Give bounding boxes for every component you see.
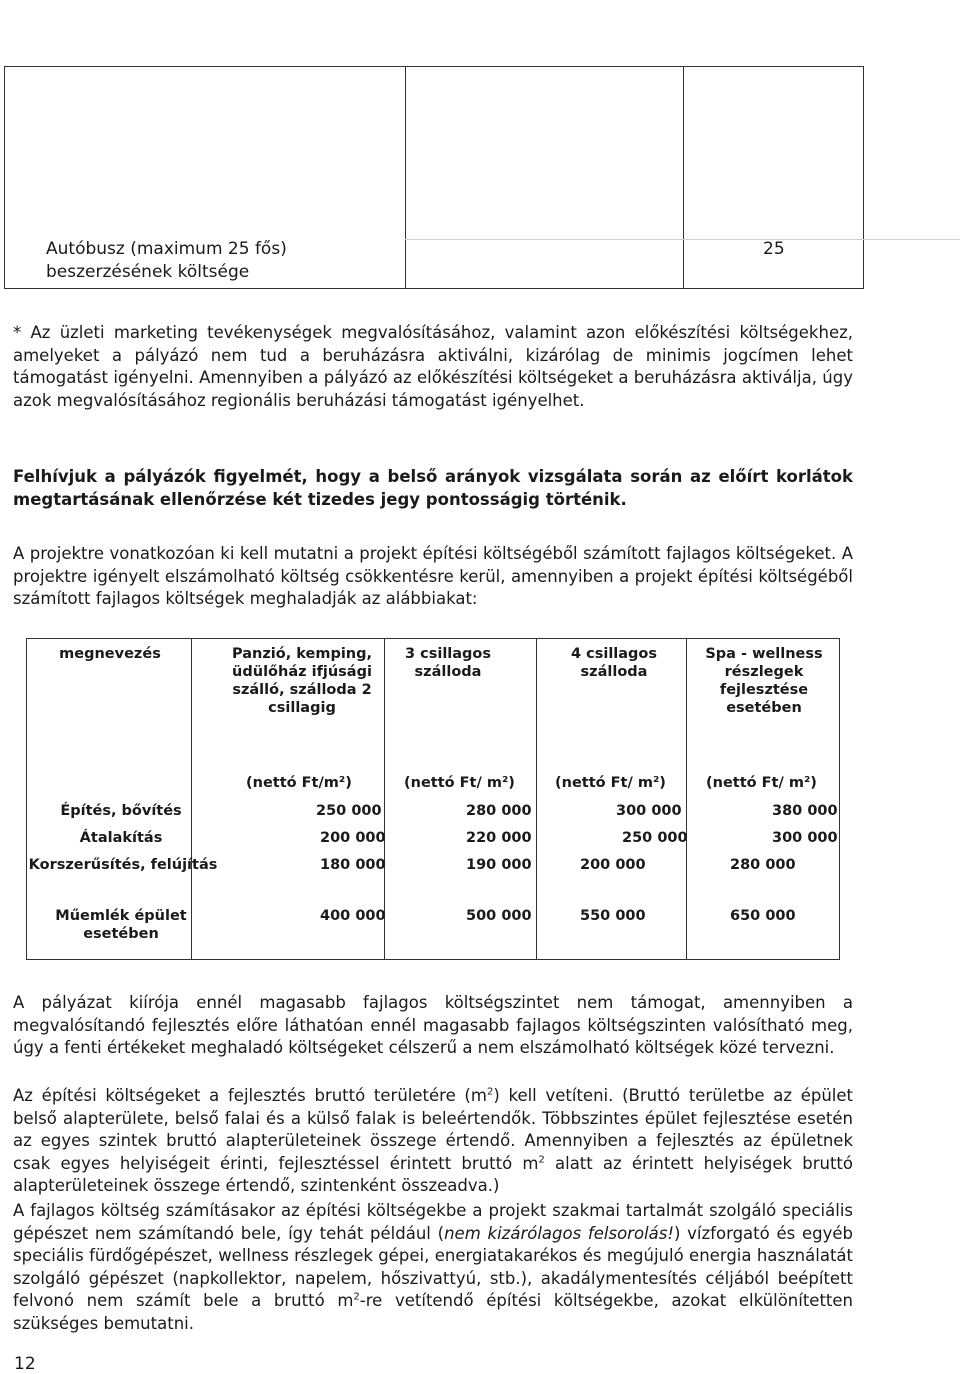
footnote-paragraph xyxy=(13,322,853,412)
table-cell: 300 000 xyxy=(616,803,682,819)
paragraph-limit xyxy=(13,992,853,1060)
table-cell: 190 000 xyxy=(466,857,532,873)
footnote-text: * Az üzleti marketing tevékenységek megvalósításához, valamint azon előkészítési költségekhez, amelyeket a pályázó nem tud a beruházásra aktiválni, kizárólag de minimis jogcímen lehet támogatást igényelni. Amennyiben a pályázó az előkészítési költségeket a beruházásra aktiválja, úgy azok megvalósításához regionális beruházási támogatást igényelhet. xyxy=(13,323,853,410)
paragraph-area-text: alatt az érintett helyiségek bruttó alapterületeinek összege értendő, szintenként összeadva.) xyxy=(13,1153,853,1196)
paragraph-specific-cost xyxy=(13,1200,853,1336)
unit-col2: (nettó Ft/ m²) xyxy=(404,775,515,791)
table-cell: 200 000 xyxy=(320,830,386,846)
table-cell: 180 000 xyxy=(320,857,386,873)
cost-table-divider xyxy=(536,639,537,959)
top-table-value: 25 xyxy=(763,239,785,259)
header-col4: Spa - wellness részlegek fejlesztése esetében xyxy=(705,646,823,716)
table-divider xyxy=(683,67,684,288)
paragraph-specific-text: -re vetítendő építési költségekbe, azokat elkülönítetten szükséges bemutatni. xyxy=(13,1291,853,1333)
paragraph-specific-text: A fajlagos költség számításakor az építési költségekbe a projekt szakmai tartalmát szolgáló speciális gépészet nem számítandó bele, így tehát például ( xyxy=(13,1201,853,1243)
italic-note: nem kizárólagos felsorolás! xyxy=(444,1223,674,1243)
table-cell: 550 000 xyxy=(580,908,646,924)
header-col2: 3 csillagos szálloda xyxy=(404,646,492,680)
top-table-label-line1: Autóbusz (maximum 25 fős) xyxy=(46,239,287,259)
table-cell: 280 000 xyxy=(730,857,796,873)
top-table-label xyxy=(46,238,287,284)
unit-col1: (nettó Ft/m²) xyxy=(246,775,352,791)
row-label: Korszerűsítés, felújítás xyxy=(28,857,218,873)
table-cell: 280 000 xyxy=(466,803,532,819)
row-label: Építés, bővítés xyxy=(60,803,182,819)
table-cell: 300 000 xyxy=(772,830,838,846)
table-cell: 250 000 xyxy=(316,803,382,819)
paragraph-specific-text: ) vízforgató és egyéb speciális fürdőgépészet, wellness részlegek gépei, energiatakarékos és megújuló energia használatát szolgáló gépészet (napkollektor, napelem, hőszivattyú, stb.), akadálymentesítés céljából beépített felvonó nem számít bele a bruttó m xyxy=(13,1223,853,1311)
superscript: 2 xyxy=(538,1154,545,1166)
notice-paragraph xyxy=(13,466,853,511)
unit-col3: (nettó Ft/ m²) xyxy=(555,775,666,791)
table-cell: 400 000 xyxy=(320,908,386,924)
intro-text: A projektre vonatkozóan ki kell mutatni a projekt építési költségéből számított fajlagos költségeket. A projektre igényelt elszámolható költség csökkentésre kerül, amennyiben a projekt építési költségéből számított fajlagos költségek meghaladják az alábbiakat: xyxy=(13,544,853,609)
superscript: 2 xyxy=(353,1291,360,1303)
paragraph-limit-text: A pályázat kiírója ennél magasabb fajlagos költségszintet nem támogat, amennyiben a megvalósítandó fejlesztés előre láthatóan ennél magasabb fajlagos költségszinten valósítható meg, úgy a fenti értékeket meghaladó költségeket célszerű a nem elszámolható költségek közé tervezni. xyxy=(13,993,853,1058)
table-cell: 650 000 xyxy=(730,908,796,924)
header-name: megnevezés xyxy=(59,646,161,662)
header-col3: 4 csillagos szálloda xyxy=(570,646,658,680)
paragraph-area xyxy=(13,1085,853,1198)
superscript: 2 xyxy=(486,1086,494,1098)
table-divider xyxy=(405,67,406,288)
row-label: Műemlék épület esetében xyxy=(55,908,187,942)
table-cell: 500 000 xyxy=(466,908,532,924)
paragraph-area-text: Az építési költségeket a fejlesztés bruttó területére (m xyxy=(13,1086,487,1105)
cost-table-divider xyxy=(686,639,687,959)
page-number: 12 xyxy=(14,1354,36,1374)
header-col1: Panzió, kemping, üdülőház ifjúsági szálló, szálloda 2 csillagig xyxy=(231,646,373,716)
paragraph-area-text: ) kell vetíteni. (Bruttó területbe az épület belső alapterülete, belső falai és a külső falak is beleértendők. Többszintes épület fejlesztése esetén az egyes szintek bruttó alapterületeinek összege értendő. Amennyiben a fejlesztés az épületnek csak egyes helyiségeit érinti, fejlesztéssel érintett bruttó m xyxy=(13,1086,853,1173)
table-cell: 200 000 xyxy=(580,857,646,873)
intro-paragraph xyxy=(13,543,853,611)
table-faint-rule xyxy=(405,239,683,240)
table-cell: 220 000 xyxy=(466,830,532,846)
table-faint-rule xyxy=(683,239,960,240)
notice-text: Felhívjuk a pályázók figyelmét, hogy a belső arányok vizsgálata során az előírt korlátok megtartásának ellenőrzése két tizedes jegy pontosságig történik. xyxy=(13,467,853,509)
row-label: Átalakítás xyxy=(79,830,163,846)
top-table-label-line2: beszerzésének költsége xyxy=(46,262,250,282)
unit-col4: (nettó Ft/ m²) xyxy=(706,775,817,791)
table-cell: 380 000 xyxy=(772,803,838,819)
table-cell: 250 000 xyxy=(622,830,688,846)
